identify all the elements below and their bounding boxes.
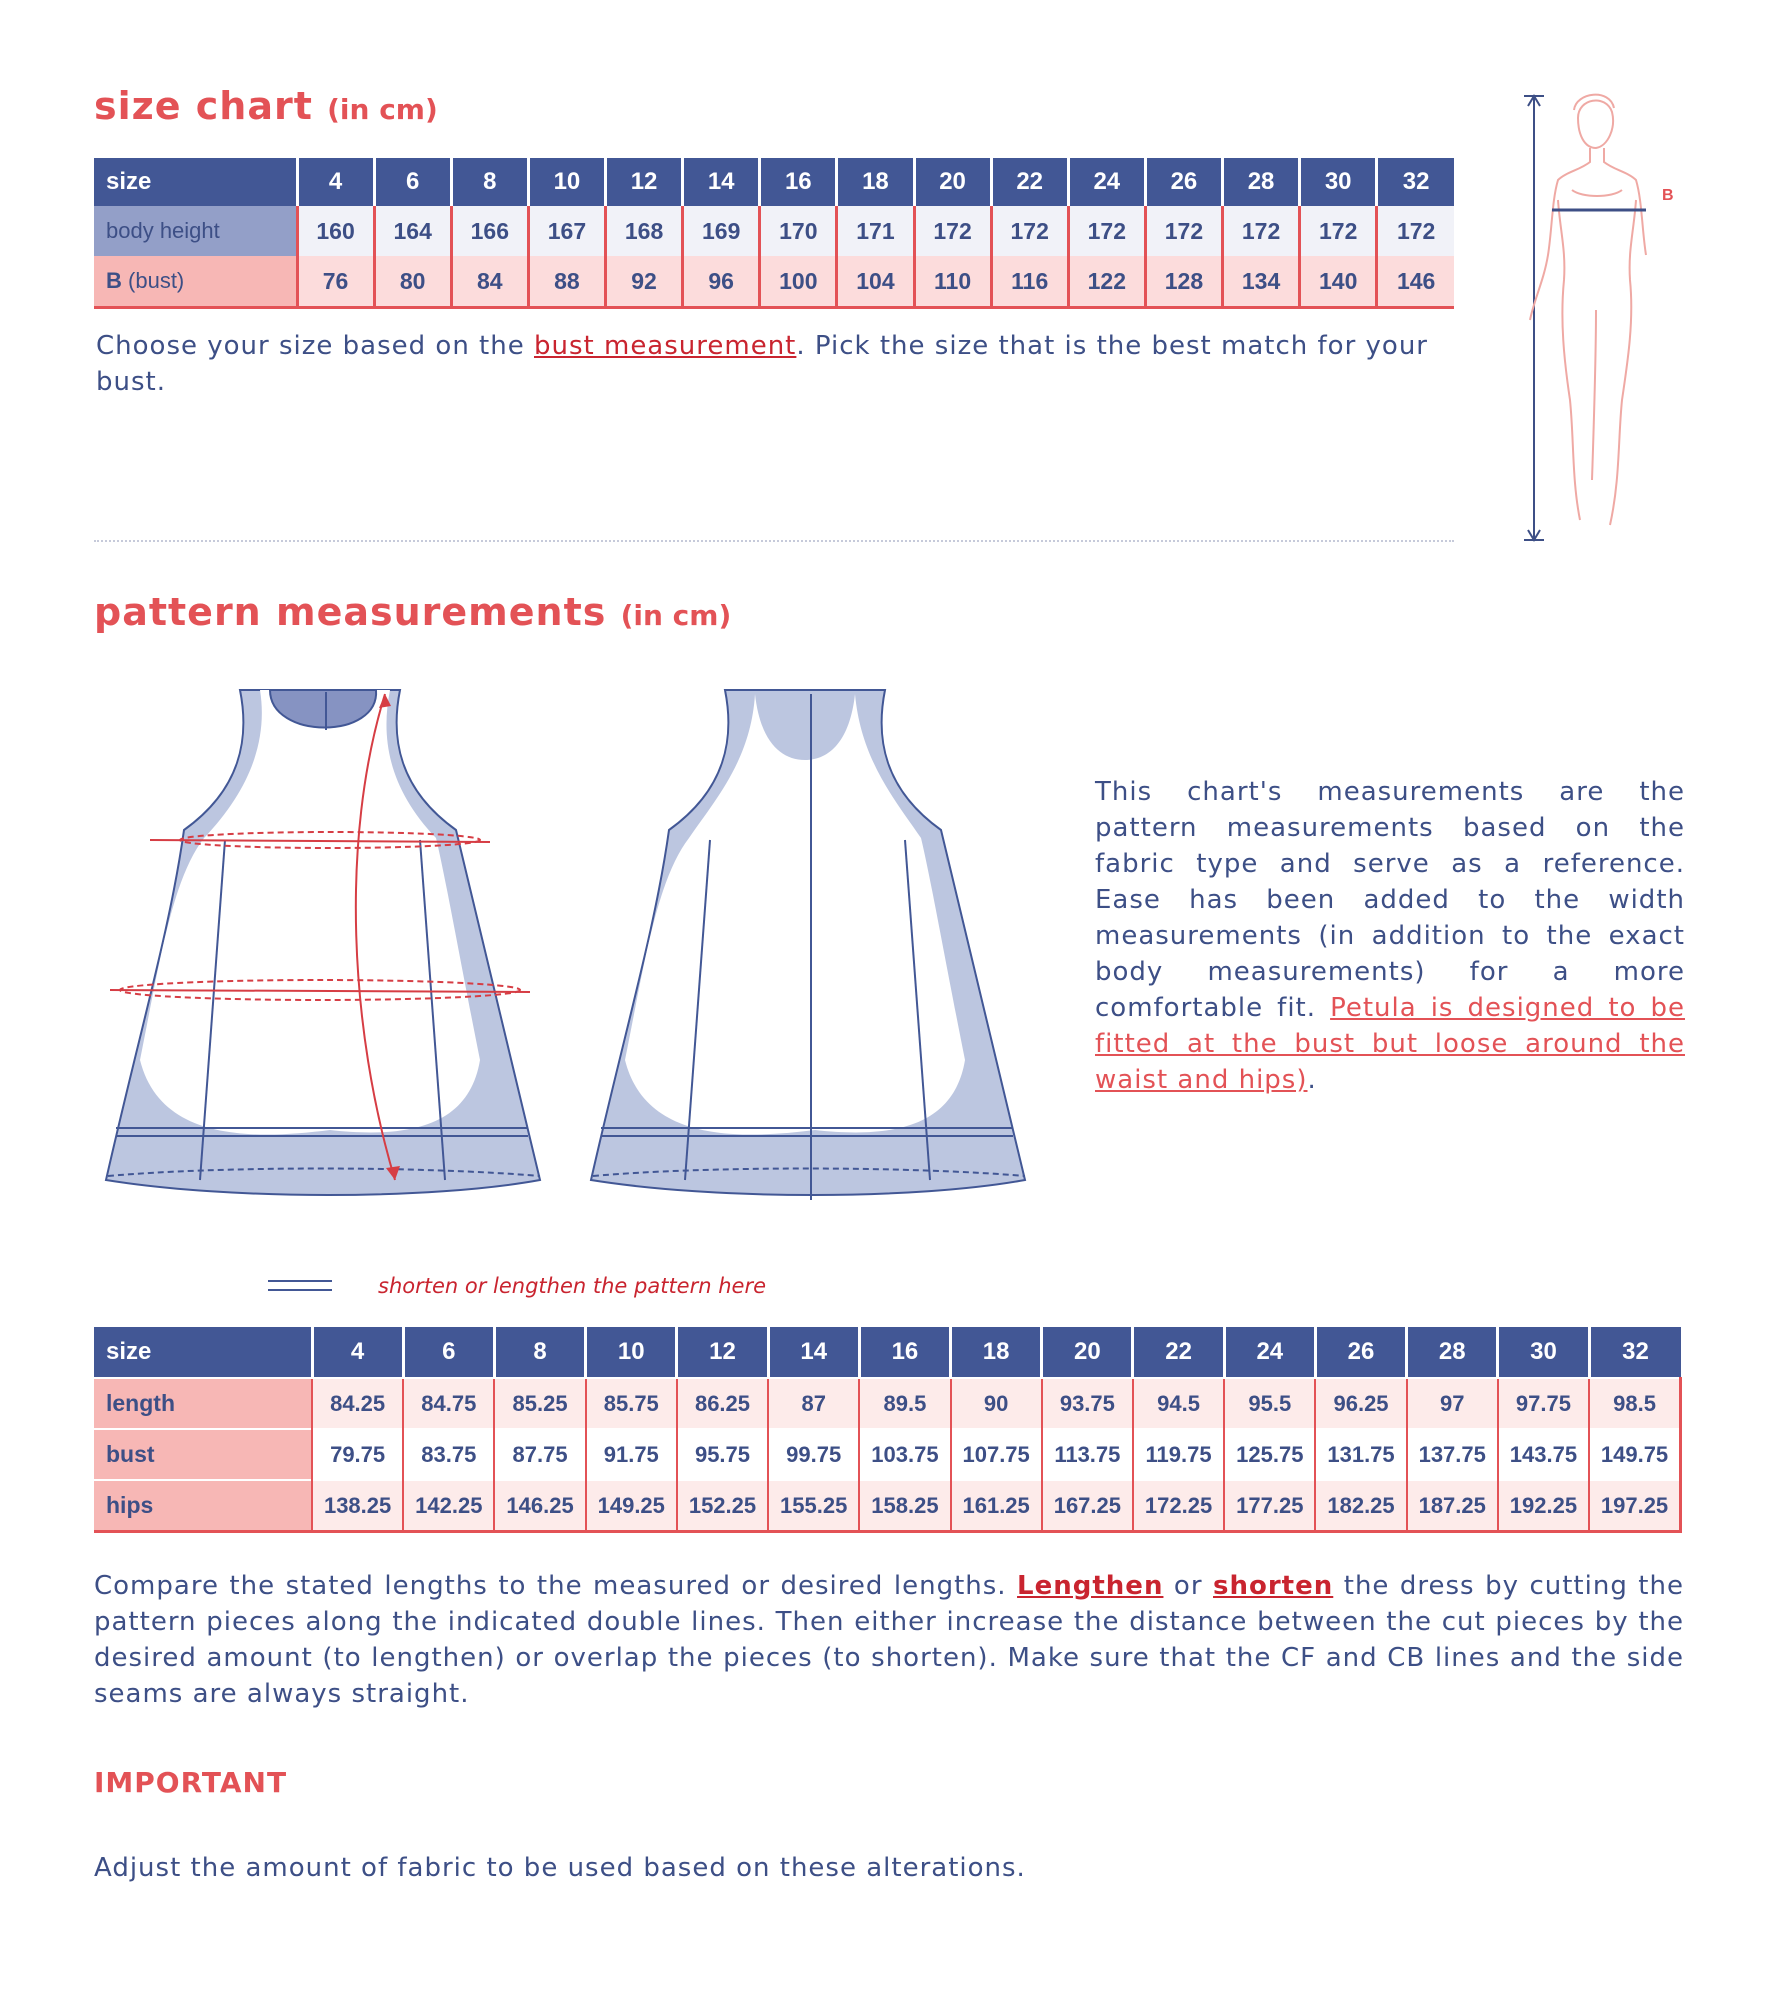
pattern-size-cell: 28 — [1407, 1327, 1498, 1378]
body-height-cell: 172 — [1300, 206, 1377, 256]
size-chart-header-label: size — [94, 158, 297, 206]
body-height-cell: 172 — [1223, 206, 1300, 256]
pattern-value-cell: 119.75 — [1133, 1429, 1224, 1480]
bust-measurement-link[interactable]: bust measurement — [534, 331, 797, 361]
bust-cell: 116 — [991, 256, 1068, 308]
pattern-value-cell: 149.75 — [1589, 1429, 1680, 1480]
body-height-cell: 172 — [1068, 206, 1145, 256]
size-chart-size-cell: 12 — [606, 158, 683, 206]
pattern-value-cell: 93.75 — [1042, 1378, 1133, 1429]
pattern-value-cell: 87 — [768, 1378, 859, 1429]
body-height-cell: 166 — [451, 206, 528, 256]
pattern-value-cell: 172.25 — [1133, 1480, 1224, 1532]
body-height-cell: 167 — [528, 206, 605, 256]
pattern-size-cell: 20 — [1042, 1327, 1133, 1378]
pattern-value-cell: 90 — [951, 1378, 1042, 1429]
body-figure-illustration — [1500, 80, 1680, 550]
compare-paragraph: Compare the stated lengths to the measured or desired lengths. Lengthen or shorten the dress by cutting the pattern pieces along the indicated double lines. Then either increase the distance between the cut pieces by the desired amount (to lengthen) or overlap the pieces (to shorten). Make sure that the CF and CB lines and the side seams are always straight. — [94, 1571, 1684, 1709]
size-chart-size-cell: 32 — [1377, 158, 1454, 206]
pattern-size-cell: 6 — [403, 1327, 494, 1378]
pattern-value-cell: 158.25 — [859, 1480, 950, 1532]
double-line-legend-icon — [268, 1276, 332, 1296]
size-chart-unit: (in cm) — [327, 93, 438, 126]
body-height-cell: 168 — [606, 206, 683, 256]
pattern-size-cell: 18 — [951, 1327, 1042, 1378]
size-chart-table — [94, 158, 1454, 309]
size-chart-size-cell: 8 — [451, 158, 528, 206]
size-chart-size-cell: 10 — [528, 158, 605, 206]
pattern-value-cell: 143.75 — [1498, 1429, 1589, 1480]
bust-cell: 146 — [1377, 256, 1454, 308]
pattern-row-label: bust — [94, 1429, 312, 1480]
pattern-value-cell: 85.75 — [586, 1378, 677, 1429]
bust-cell: 80 — [374, 256, 451, 308]
size-chart-size-cell: 16 — [760, 158, 837, 206]
pattern-value-cell: 89.5 — [859, 1378, 950, 1429]
bust-cell: 100 — [760, 256, 837, 308]
size-chart-body-height-row — [94, 206, 1454, 256]
pattern-size-cell: 12 — [677, 1327, 768, 1378]
pattern-size-cell: 14 — [768, 1327, 859, 1378]
bust-marker-label: B — [1662, 187, 1674, 204]
bust-cell: 134 — [1223, 256, 1300, 308]
pattern-value-cell: 131.75 — [1315, 1429, 1406, 1480]
pattern-row-bust — [94, 1429, 1681, 1480]
pattern-row-label: length — [94, 1378, 312, 1429]
pattern-table — [94, 1327, 1682, 1533]
pattern-value-cell: 97 — [1407, 1378, 1498, 1429]
section-divider — [94, 540, 1454, 542]
legend-label: shorten or lengthen the pattern here — [378, 1274, 766, 1298]
pattern-value-cell: 84.25 — [312, 1378, 403, 1429]
size-chart-size-cell: 30 — [1300, 158, 1377, 206]
bust-cell: 122 — [1068, 256, 1145, 308]
bust-cell: 104 — [837, 256, 914, 308]
size-chart-size-cell: 14 — [683, 158, 760, 206]
pattern-value-cell: 96.25 — [1315, 1378, 1406, 1429]
pattern-value-cell: 167.25 — [1042, 1480, 1133, 1532]
pattern-value-cell: 95.75 — [677, 1429, 768, 1480]
body-height-cell: 172 — [914, 206, 991, 256]
pattern-value-cell: 197.25 — [1589, 1480, 1680, 1532]
pattern-header-label: size — [94, 1327, 312, 1378]
pattern-value-cell: 107.75 — [951, 1429, 1042, 1480]
body-height-cell: 171 — [837, 206, 914, 256]
body-height-cell: 172 — [1377, 206, 1454, 256]
pattern-size-cell: 26 — [1315, 1327, 1406, 1378]
pattern-value-cell: 177.25 — [1224, 1480, 1315, 1532]
body-height-cell: 170 — [760, 206, 837, 256]
pattern-value-cell: 138.25 — [312, 1480, 403, 1532]
pattern-size-cell: 24 — [1224, 1327, 1315, 1378]
bust-cell: 128 — [1145, 256, 1222, 308]
pattern-value-cell: 192.25 — [1498, 1480, 1589, 1532]
pattern-size-cell: 4 — [312, 1327, 403, 1378]
pattern-value-cell: 85.25 — [494, 1378, 585, 1429]
pattern-row-label: hips — [94, 1480, 312, 1532]
pattern-value-cell: 187.25 — [1407, 1480, 1498, 1532]
important-text: Adjust the amount of fabric to be used based on these alterations. — [94, 1853, 1026, 1883]
pattern-value-cell: 161.25 — [951, 1480, 1042, 1532]
bust-cell: 110 — [914, 256, 991, 308]
body-height-cell: 172 — [1145, 206, 1222, 256]
pattern-value-cell: 149.25 — [586, 1480, 677, 1532]
pattern-row-hips — [94, 1480, 1681, 1532]
bust-cell: 88 — [528, 256, 605, 308]
pattern-value-cell: 146.25 — [494, 1480, 585, 1532]
pattern-value-cell: 86.25 — [677, 1378, 768, 1429]
size-chart-size-cell: 26 — [1145, 158, 1222, 206]
size-chart-size-cell: 6 — [374, 158, 451, 206]
dress-front-illustration — [100, 680, 560, 1210]
size-chart-size-cell: 28 — [1223, 158, 1300, 206]
shorten-link[interactable]: shorten — [1213, 1571, 1334, 1601]
pattern-value-cell: 142.25 — [403, 1480, 494, 1532]
pattern-value-cell: 83.75 — [403, 1429, 494, 1480]
size-chart-title: size chart (in cm) — [94, 84, 438, 128]
size-chart-size-cell: 24 — [1068, 158, 1145, 206]
pattern-value-cell: 94.5 — [1133, 1378, 1224, 1429]
height-arrow-icon — [1524, 96, 1544, 540]
pattern-size-cell: 10 — [586, 1327, 677, 1378]
pattern-header-row — [94, 1327, 1681, 1378]
pattern-value-cell: 95.5 — [1224, 1378, 1315, 1429]
pattern-value-cell: 87.75 — [494, 1429, 585, 1480]
bust-cell: 76 — [297, 256, 374, 308]
body-height-cell: 160 — [297, 206, 374, 256]
body-height-cell: 172 — [991, 206, 1068, 256]
petula-fit-link[interactable]: Petula is designed to be fitted at the bust but loose around the waist and hips) — [1095, 993, 1685, 1095]
bust-cell: 140 — [1300, 256, 1377, 308]
pattern-value-cell: 99.75 — [768, 1429, 859, 1480]
pattern-value-cell: 98.5 — [1589, 1378, 1680, 1429]
bust-cell: 92 — [606, 256, 683, 308]
bust-cell: 84 — [451, 256, 528, 308]
size-chart-bust-row — [94, 256, 1454, 308]
pattern-value-cell: 125.75 — [1224, 1429, 1315, 1480]
lengthen-link[interactable]: Lengthen — [1017, 1571, 1164, 1601]
important-heading: IMPORTANT — [94, 1766, 288, 1799]
body-height-cell: 164 — [374, 206, 451, 256]
pattern-size-cell: 30 — [1498, 1327, 1589, 1378]
pattern-value-cell: 79.75 — [312, 1429, 403, 1480]
pattern-row-length — [94, 1378, 1681, 1429]
pattern-unit: (in cm) — [620, 599, 732, 632]
woman-outline-icon — [1530, 95, 1646, 525]
size-chart-header-row — [94, 158, 1454, 206]
pattern-size-cell: 32 — [1589, 1327, 1680, 1378]
size-chart-size-cell: 4 — [297, 158, 374, 206]
size-chart-size-cell: 18 — [837, 158, 914, 206]
body-height-cell: 169 — [683, 206, 760, 256]
pattern-value-cell: 152.25 — [677, 1480, 768, 1532]
size-chart-note: Choose your size based on the bust measurement. Pick the size that is the best match for your bust. — [96, 331, 1428, 397]
bust-label: B (bust) — [94, 256, 297, 308]
pattern-size-cell: 22 — [1133, 1327, 1224, 1378]
pattern-value-cell: 155.25 — [768, 1480, 859, 1532]
pattern-value-cell: 113.75 — [1042, 1429, 1133, 1480]
dress-back-illustration — [585, 680, 1045, 1210]
pattern-value-cell: 91.75 — [586, 1429, 677, 1480]
pattern-size-cell: 8 — [494, 1327, 585, 1378]
size-chart-size-cell: 20 — [914, 158, 991, 206]
pattern-value-cell: 84.75 — [403, 1378, 494, 1429]
pattern-size-cell: 16 — [859, 1327, 950, 1378]
pattern-value-cell: 182.25 — [1315, 1480, 1406, 1532]
pattern-title: pattern measurements (in cm) — [94, 590, 732, 634]
pattern-value-cell: 97.75 — [1498, 1378, 1589, 1429]
body-height-label: body height — [94, 206, 297, 256]
pattern-value-cell: 137.75 — [1407, 1429, 1498, 1480]
pattern-value-cell: 103.75 — [859, 1429, 950, 1480]
size-chart-size-cell: 22 — [991, 158, 1068, 206]
pattern-description: This chart's measurements are the pattern measurements based on the fabric type and serve as a reference. Ease has been added to the width measurements (in addition to the exact body measurements) for a more comfortable fit. Petula is designed to be fitted at the bust but loose around the waist and hips). — [1095, 777, 1685, 1095]
bust-cell: 96 — [683, 256, 760, 308]
